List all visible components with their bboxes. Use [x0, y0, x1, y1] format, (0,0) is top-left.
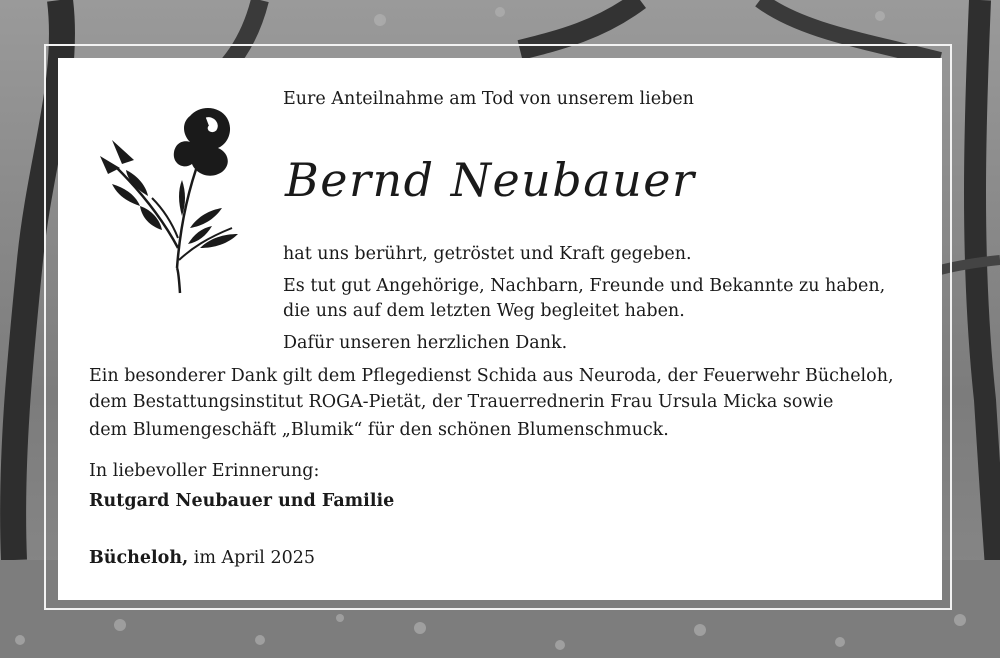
place: Bücheloh,	[89, 548, 189, 568]
text-line: dem Blumengeschäft „Blumik“ für den schönen Blumenschmuck.	[89, 420, 669, 440]
deceased-name: Bernd Neubauer	[285, 153, 696, 207]
place-date	[89, 548, 315, 568]
closing-text: In liebevoller Erinnerung:	[89, 461, 320, 481]
text-line: die uns auf dem letzten Weg begleitet haben.	[283, 301, 685, 321]
text-line: Es tut gut Angehörige, Nachbarn, Freunde und Bekannte zu haben,	[283, 276, 886, 296]
date: im April 2025	[193, 548, 316, 568]
flower-icon	[82, 98, 242, 298]
text-line: hat uns berührt, getröstet und Kraft gegeben.	[283, 244, 692, 264]
intro-text: Eure Anteilnahme am Tod von unserem lieben	[283, 89, 694, 109]
family-signature: Rutgard Neubauer und Familie	[89, 491, 395, 511]
text-line: Dafür unseren herzlichen Dank.	[283, 333, 568, 353]
text-line: Ein besonderer Dank gilt dem Pflegedienst Schida aus Neuroda, der Feuerwehr Bücheloh,	[89, 366, 894, 386]
obituary-card	[58, 58, 942, 600]
text-line: dem Bestattungsinstitut ROGA-Pietät, der Trauerrednerin Frau Ursula Micka sowie	[89, 392, 834, 412]
